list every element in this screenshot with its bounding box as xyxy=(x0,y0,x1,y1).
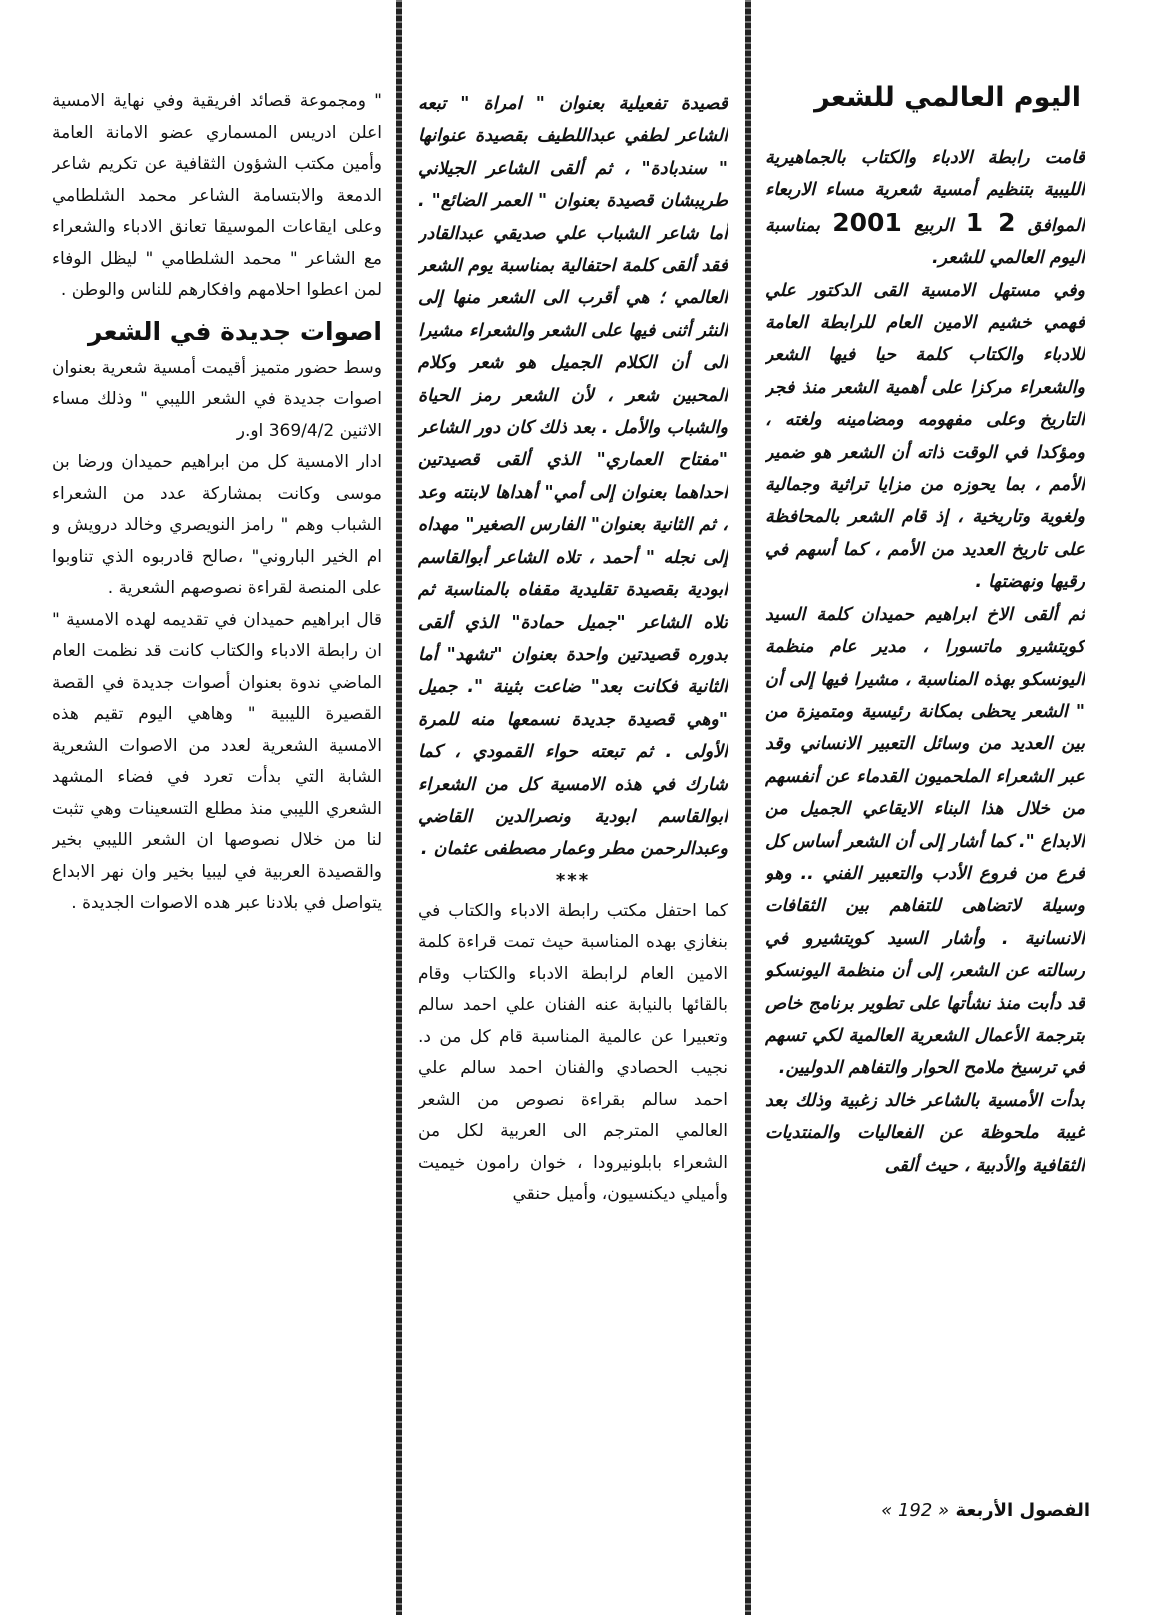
paragraph-hamidan-quote: قال ابراهيم حميدان في تقديمه لهده الامسية " ان رابطة الادباء والكتاب كانت قد نظمت العام الماضي ندوة بعنوان أصوات جديدة في القصة القصيرة الليبية " وهاهي اليوم تقيم هذه الامسية الشعرية لعدد من الاصوات الشعرية الشابة التي بدأت تعرد في فضاء المشهد الشعري الليبي منذ مطلع التسعينات وهي تثبت لنا من خلال نصوصها ان الشعر الليبي بخير والقصيدة العربية في ليبيا بخير وان نهر الابداع يتواصل في بلادنا عبر هده الاصوات الجديدة . xyxy=(52,609,382,913)
column-divider-left xyxy=(396,0,402,1615)
section-separator: *** xyxy=(555,869,591,891)
paragraph-opening-speech: وفي مستهل الامسية القى الدكتور علي فهمي خشيم الامين العام للرابطة العامة للادباء والكتاب كلمة حيا فيها الشعر والشعراء مركزا على أهمية الشعر منذ فجر التاريخ وعلى مفهومه ومضامينه ولغته ، ومؤكدا في الوقت ذاته أن الشعر هو ضمير الأمم ، بما يحوزه من مزايا تراثية وجمالية ولغوية وتاريخية ، إذ قام الشعر بالمحافظة على تاريخ العديد من الأمم ، كما أسهم في رقيها ونهضتها . xyxy=(765,280,1085,593)
paragraph-first-poet: بدأت الأمسية بالشاعر خالد زغبية وذلك بعد غيبة ملحوظة عن الفعاليات والمنتديات الثقافية والأدبية ، حيث ألقى xyxy=(765,1090,1085,1176)
magazine-name: الفصول الأربعة xyxy=(955,1500,1090,1521)
intro-part-a: قامت رابطة الادباء والكتاب بالجماهيرية الليبية بتنظيم أمسية شعرية مساء الاربعاء الموافق xyxy=(765,148,1085,236)
article-title: اليوم العالمي للشعر xyxy=(814,82,1081,113)
paragraph-participants: ادار الامسية كل من ابراهيم حميدان ورضا بن موسى وكانت بمشاركة عدد من الشعراء الشباب وهم " رامز النويصري وخالد درويش و ام الخير الباروني" ،صالح قادربوه الذي تناوبوا على المنصة لقراءة نصوصهم الشعرية . xyxy=(52,452,382,598)
paragraph-new-voices-intro: وسط حضور متميز أقيمت أمسية شعرية بعنوان اصوات جديدة في الشعر الليبي " وذلك مساء الاثنين 369/4/2 او.ر xyxy=(52,357,382,441)
intro-year-number: 2001 xyxy=(832,207,902,237)
paragraph-poets-list: قصيدة تفعيلية بعنوان " امراة " تبعه الشاعر لطفي عبداللطيف بقصيدة عنوانها " سندبادة" ، ثم ألقى الشاعر الجيلاني طريبشان قصيدة بعنوان " العمر الضائع" . أما شاعر الشباب علي صديقي عبدالقادر فقد ألقى كلمة احتفالية بمناسبة يوم الشعر العالمي ؛ هي أقرب الى الشعر منها إلى النثر أثنى فيها على الشعر والشعراء مشيرا الى أن الكلام الجميل هو شعر وكلام المحبين شعر ، لأن الشعر رمز الحياة والشباب والأمل . بعد ذلك كان دور الشاعر "مفتاح العماري" الذي ألقى قصيدتين احداهما بعنوان إلى أمي" أهداها لابنته وعد ، ثم الثانية بعنوان" الفارس الصغير" مهداه إلى نجله " أحمد ، تلاه الشاعر أبوالقاسم ابودية بقصيدة تقليدية مقفاه بالمناسبة ثم تلاه الشاعر "جميل حمادة" الذي ألقى بدوره قصيدتين واحدة بعنوان "تشهد" أما الثانية فكانت بعد" ضاعت بثينة ". جميل "وهي قصيدة جديدة نسمعها منه للمرة الأولى . ثم تبعته حواء القمودي ، كما شارك في هذه الامسية كل من الشعراء ابوالقاسم ابودية ونصرالدين القاضي وعبدالرحمن مطر وعمار مصطفى عثمان . xyxy=(418,94,728,860)
section-subtitle: اصوات جديدة في الشعر xyxy=(88,316,382,346)
middle-column xyxy=(418,88,728,1518)
left-column xyxy=(52,86,382,1536)
page-number: « 192 » xyxy=(881,1500,950,1521)
intro-part-b: الربيع xyxy=(901,215,966,236)
paragraph-benghazi-event: كما احتفل مكتب رابطة الادباء والكتاب في بنغازي بهده المناسبة حيث تمت قراءة كلمة الامين العام لرابطة الادباء والكتاب وقام بالقائها بالنيابة عنه الفنان علي احمد سالم وتعبيرا عن عالمية المناسبة قام كل من د. نجيب الحصادي والفنان احمد سالم علي احمد سالم بقراءة نصوص من الشعر العالمي المترجم الى العربية لكل من الشعراء بابلونيرودا ، خوان رامون خيميت وأميلي ديكنسيون، وأميل حنقي xyxy=(418,900,728,1205)
paragraph-closing: " ومجموعة قصائد افريقية وفي نهاية الامسية اعلن ادريس المسماري عضو الامانة العامة وأمين مكتب الشؤون الثقافية عن تكريم شاعر الدمعة والابتسامة الشاعر محمد الشلطامي وعلى ايقاعات الموسيقا تعانق الادباء والشعراء مع الشاعر " محمد الشلطامي " ليظل الوفاء لمن اعطوا احلامهم وافكارهم للناس والوطن . xyxy=(52,91,382,300)
intro-part-c: بمناسبة اليوم العالمي للشعر. xyxy=(765,215,1085,269)
page-footer xyxy=(855,1500,1090,1521)
paragraph-unesco-message: ثم ألقى الاخ ابراهيم حميدان كلمة السيد كويتشيرو ماتسورا ، مدير عام منظمة اليونسكو بهذه المناسبة ، مشيرا فيها إلى أن " الشعر يحظى بمكانة رئيسية ومتميزة من بين العديد من وسائل التعبير الانساني وقد عبر الشعراء الملحميون القدماء عن أنفسهم من خلال هذا البناء الايقاعي الجميل من الابداع ". كما أشار إلى أن الشعر أساس كل فرع من فروع الأدب والتعبير الفني .. وهو وسيلة لاتضاهى للتفاهم بين الثقافات الانسانية . وأشار السيد كويتشيرو في رسالته عن الشعر، إلى أن منظمة اليونسكو قد دأبت منذ نشأتها على تطوير برنامج خاص بترجمة الأعمال الشعرية العالمية لكي تسهم في ترسيخ ملامح الحوار والتفاهم الدوليين. xyxy=(765,604,1085,1079)
intro-day-number: 2 1 xyxy=(965,207,1016,237)
paragraph-intro xyxy=(765,142,1085,275)
column-divider-right xyxy=(745,0,751,1615)
right-column xyxy=(765,80,1085,1450)
